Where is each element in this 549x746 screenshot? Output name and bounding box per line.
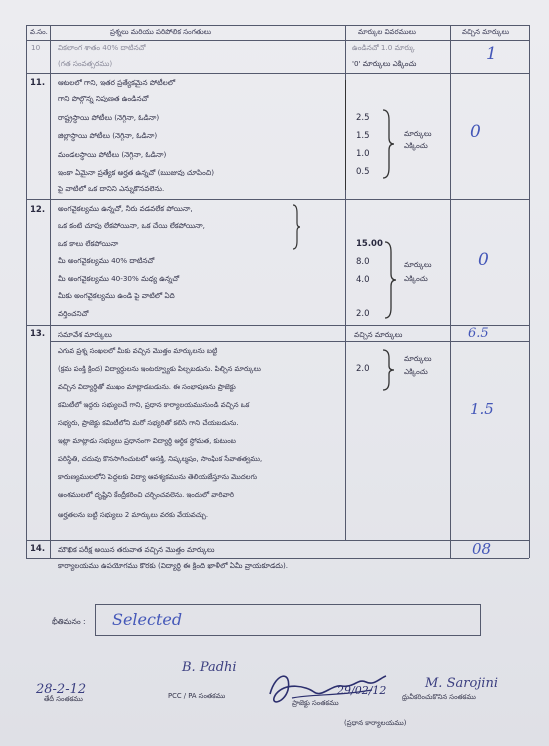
footer-date: 28-2-12 xyxy=(36,682,87,697)
row12-line: వర్తించనిచో xyxy=(58,309,89,318)
col-divider-1 xyxy=(50,25,51,558)
row12-value: 8.0 xyxy=(356,257,370,267)
row11-line: ఆటలలో గాని, ఇతర ప్రత్యేకమైన పోటీలలో xyxy=(58,78,176,87)
row14-score: 08 xyxy=(472,540,492,558)
col-divider-3 xyxy=(450,25,451,558)
row13-marks-label: మార్కులు xyxy=(404,354,432,363)
row12-divider xyxy=(26,325,529,326)
header-col-marks-details: మార్కుల వివరములు xyxy=(358,28,416,36)
row11-divider xyxy=(26,199,529,200)
row13-marks-label: ఎక్కించు xyxy=(404,367,428,376)
row11-bracket-line xyxy=(345,80,346,190)
row10-score: 1 xyxy=(486,44,497,64)
row12-brace-condition xyxy=(291,203,301,251)
row12-marks-label: మార్కులు xyxy=(404,260,432,269)
verifier-signature-label: ధ్రువీకరించుకొనిన సంతకము xyxy=(402,693,476,701)
header-col-obtained: వచ్చిన మార్కులు xyxy=(462,28,510,36)
project-signature-label: ప్రాజెక్టు సంతకము xyxy=(292,699,339,707)
row13-para-line: వచ్చిన విద్యార్థితో ముఖం మాట్లాడబడును. ఈ సంభాషణను ప్రాజెక్టు xyxy=(58,383,236,391)
row10-question-note: (గత సంవత్సరము) xyxy=(58,59,113,68)
row13-title-score: 6.5 xyxy=(468,326,489,341)
header-col-serial: వ.సం. xyxy=(30,28,48,36)
table-left-border xyxy=(26,25,27,558)
row10-divider xyxy=(26,73,529,74)
row10-number: 10 xyxy=(31,43,41,52)
row11-line: మండలస్థాయి పోటీలు (నెగ్గినా, ఓడినా) xyxy=(58,150,167,159)
row12-number: 12. xyxy=(30,205,46,215)
row13-marks-title: వచ్చిన మార్కులు xyxy=(354,330,403,339)
head-office-label: (ప్రధాన కార్యాలయము) xyxy=(344,719,407,727)
row13-title: సమావేశ మార్కులు xyxy=(58,330,112,339)
row12-line: మీ అంగవైకల్యము 40% దాటినచో xyxy=(58,256,155,265)
row13-para-line: కారుణ్యములలోని పెద్దలకు విద్యా ఆవశ్యకమును తెలియజేస్తూను మొదలగు xyxy=(58,473,257,481)
verifier-signature: M. Sarojini xyxy=(425,676,498,691)
footer-date-label: తేదీ సంతకము xyxy=(44,695,83,703)
row10-marks-zero-rule: '0' మార్కులు ఎక్కించు xyxy=(352,59,417,68)
row13-para-line: పరిస్థితి, చదువు కొనసాగించుటలో ఆసక్తి, నిష్కల్మషం, సాంఘిక సేవాతత్వము, xyxy=(58,455,263,463)
row14-question: మౌఖిక పరీక్ష అయిన తరువాత వచ్చిన మొత్తం మార్కులు xyxy=(58,545,215,554)
row12-line: అంగవైకల్యము ఉన్నచో, నీరు వడవలేక పోయినా, xyxy=(58,204,193,213)
row12-value: 2.0 xyxy=(356,309,370,319)
row11-line: రాష్ట్రస్థాయి పోటీలు (నెగ్గినా, ఓడినా) xyxy=(58,113,160,122)
row10-marks-rule: ఉండినచో 1.0 మార్కు xyxy=(352,43,415,52)
row11-value: 2.5 xyxy=(356,113,370,123)
row11-line: గాని పొల్గొన్న నిపుణత ఉండినచో xyxy=(58,94,149,103)
row11-line: ఇంకా ఏమైనా ప్రత్యేక అర్హత ఉన్నచో (ఋజువు చూపించి) xyxy=(58,168,215,177)
row13-para-line: అంశములలో దృష్టిని కేంద్రీకరించి చర్చించవలెను. ఇందులో వారివారి xyxy=(58,491,234,499)
row12-line: మీ అంగవైకల్యము 40-30% మధ్య ఉన్నచో xyxy=(58,274,180,283)
row10-question: వికలాంగ శాతం 40% దాటినచో xyxy=(58,43,146,52)
pcc-signature-label: PCC / PA సంతకము xyxy=(168,692,226,700)
row11-marks-label: మార్కులు xyxy=(404,129,432,138)
row13-score: 1.5 xyxy=(470,400,494,418)
project-signature-date: 29/02/12 xyxy=(337,684,387,697)
row13-para-line: కమిటీలో ఇద్దరు సభ్యులచే గాని, ప్రధాన కార్యాలయమునుండి వచ్చిన ఒక xyxy=(58,401,250,409)
row13-para-line: (క్రమ పంక్తి క్రింద) విద్యార్థులను ఇంటర్వ్యూకు పిల్చబడును. పిల్చిన మార్కులు xyxy=(58,365,261,373)
selection-value: Selected xyxy=(112,610,183,629)
row11-number: 11. xyxy=(30,78,46,88)
row12-value: 4.0 xyxy=(356,275,370,285)
row13-brace xyxy=(381,348,395,392)
row11-value: 1.0 xyxy=(356,149,370,159)
row12-value: 15.00 xyxy=(356,239,383,249)
table-top-border xyxy=(26,25,529,26)
office-use-note: కార్యాలయము ఉపయోగము కొరకు (విద్యార్థి ఈ క్రింది ఖాళీలో ఏమీ వ్రాయకూడదు). xyxy=(58,561,289,570)
row12-brace xyxy=(383,240,397,320)
row13-para-line: సభ్యరు, ప్రాజెక్టు కమిటీలోని మరో సభ్యరితో కలిసి గాని చేయబడును. xyxy=(58,419,239,427)
row13-value: 2.0 xyxy=(356,364,370,374)
row13-para-line: ఇట్లా మాట్లాడు సభ్యులు ప్రధానంగా విద్యార్థి ఆర్థిక స్థోమత, కుటుంబ xyxy=(58,437,236,445)
pcc-signature: B. Padhi xyxy=(182,660,237,675)
table-right-border xyxy=(529,25,530,558)
row12-line: ఒక కాలు లేకపోయినా xyxy=(58,239,119,248)
row11-line: జిల్లాస్థాయి పోటీలు (నెగ్గినా, ఓడినా) xyxy=(58,131,158,140)
header-col-questions: ప్రశ్నలు మరియు పరిపోలిక సంగతులు xyxy=(110,28,212,36)
row13-para-line: అర్హతలను బట్టి సభ్యులు 2 మార్కులు వరకు వేయవచ్చు. xyxy=(58,511,209,519)
row11-marks-label: ఎక్కించు xyxy=(404,141,428,150)
row11-brace xyxy=(381,108,395,180)
row14-number: 14. xyxy=(30,544,46,554)
row12-line: ఒక కంటి చూపు లేకపోయినా, ఒక చేయి లేకపోయినా, xyxy=(58,221,205,230)
row11-score: 0 xyxy=(470,122,481,142)
row11-line: పై వాటిలో ఒక దానిని ఎన్నుకొనవలెను. xyxy=(58,184,165,193)
row12-line: మీకు అంగవైకల్యము ఉండి పై వాటిలో ఏది xyxy=(58,291,175,300)
row13-title-divider xyxy=(50,341,529,342)
row12-marks-label: ఎక్కించు xyxy=(404,274,428,283)
row11-value: 0.5 xyxy=(356,167,370,177)
row12-score: 0 xyxy=(478,250,489,270)
row13-para-line: ఎగువ ప్రశ్న సంఖలలో మీకు వచ్చిన మొత్తం మార్కులను బట్టి xyxy=(58,347,218,355)
row11-value: 1.5 xyxy=(356,131,370,141)
selection-label: భీతిమనం : xyxy=(52,617,86,626)
row13-divider xyxy=(26,540,529,541)
row13-number: 13. xyxy=(30,329,46,339)
